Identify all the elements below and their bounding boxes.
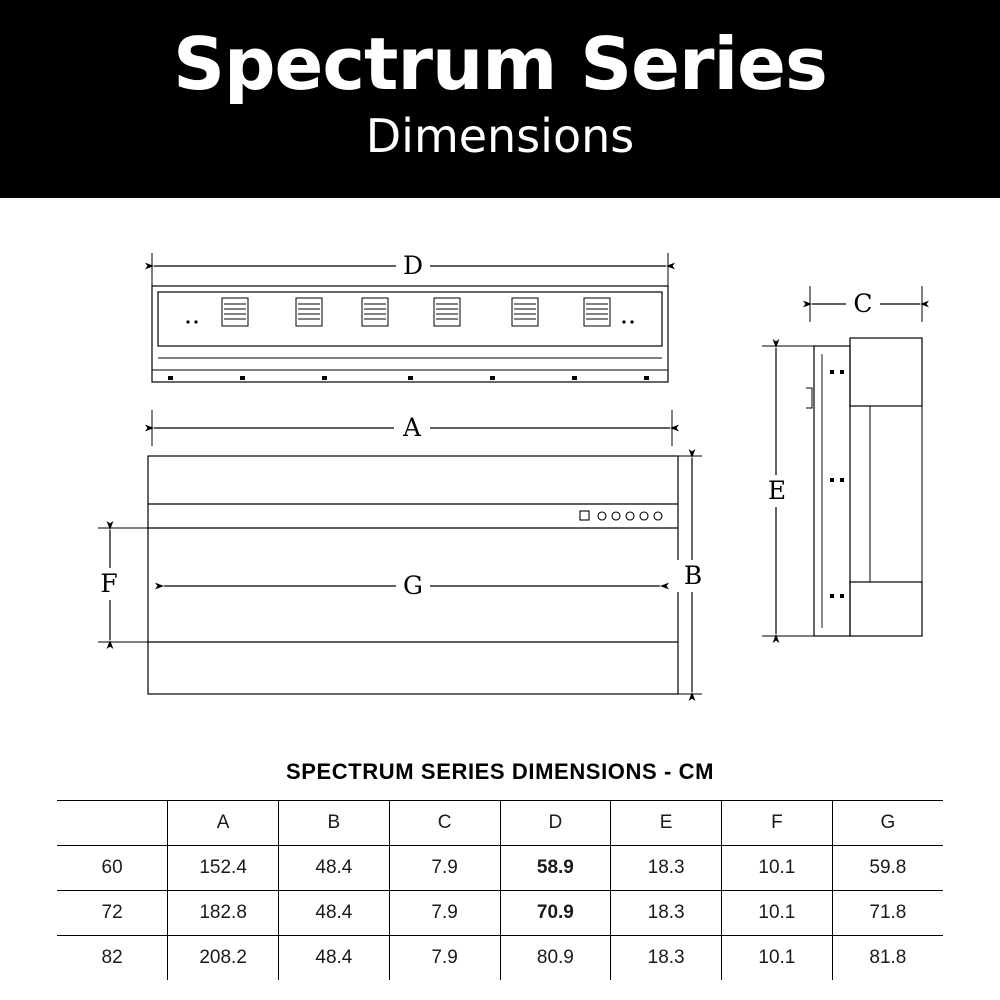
label-G: G bbox=[403, 571, 423, 600]
table-row bbox=[57, 846, 943, 891]
label-F: F bbox=[100, 569, 118, 598]
table-header-row bbox=[57, 801, 943, 846]
column-header-f: F bbox=[722, 801, 833, 846]
dimensions-table bbox=[57, 744, 943, 980]
column-header-c: C bbox=[389, 801, 500, 846]
column-header-e: E bbox=[611, 801, 722, 846]
cell-b: 48.4 bbox=[279, 846, 390, 891]
column-header-g: G bbox=[832, 801, 943, 846]
cell-c: 7.9 bbox=[389, 936, 500, 981]
drawing-svg bbox=[0, 198, 1000, 733]
cell-f: 10.1 bbox=[722, 846, 833, 891]
cell-g: 81.8 bbox=[832, 936, 943, 981]
header-banner bbox=[0, 0, 1000, 198]
cell-model: 82 bbox=[57, 936, 168, 981]
table-row bbox=[57, 936, 943, 981]
column-header-a: A bbox=[168, 801, 279, 846]
page-subtitle: Dimensions bbox=[365, 109, 635, 163]
table-caption-row bbox=[57, 744, 943, 801]
page-title: Spectrum Series bbox=[173, 22, 827, 106]
cell-d: 58.9 bbox=[500, 846, 611, 891]
cell-model: 72 bbox=[57, 891, 168, 936]
cell-e: 18.3 bbox=[611, 891, 722, 936]
cell-a: 152.4 bbox=[168, 846, 279, 891]
cell-c: 7.9 bbox=[389, 846, 500, 891]
label-E: E bbox=[767, 476, 787, 505]
technical-drawing bbox=[0, 198, 1000, 733]
label-B: B bbox=[683, 561, 703, 590]
cell-f: 10.1 bbox=[722, 891, 833, 936]
cell-g: 71.8 bbox=[832, 891, 943, 936]
cell-c: 7.9 bbox=[389, 891, 500, 936]
table-caption: SPECTRUM SERIES DIMENSIONS - CM bbox=[57, 744, 943, 801]
cell-d: 80.9 bbox=[500, 936, 611, 981]
table-row bbox=[57, 891, 943, 936]
dimensions-table-wrapper bbox=[57, 744, 943, 980]
cell-g: 59.8 bbox=[832, 846, 943, 891]
cell-e: 18.3 bbox=[611, 936, 722, 981]
column-header-d: D bbox=[500, 801, 611, 846]
cell-f: 10.1 bbox=[722, 936, 833, 981]
cell-e: 18.3 bbox=[611, 846, 722, 891]
cell-a: 208.2 bbox=[168, 936, 279, 981]
label-A: A bbox=[402, 413, 422, 442]
cell-b: 48.4 bbox=[279, 936, 390, 981]
cell-b: 48.4 bbox=[279, 891, 390, 936]
column-header-model bbox=[57, 801, 168, 846]
label-D: D bbox=[402, 251, 424, 280]
column-header-b: B bbox=[279, 801, 390, 846]
cell-a: 182.8 bbox=[168, 891, 279, 936]
cell-model: 60 bbox=[57, 846, 168, 891]
cell-d: 70.9 bbox=[500, 891, 611, 936]
label-C: C bbox=[853, 289, 873, 318]
